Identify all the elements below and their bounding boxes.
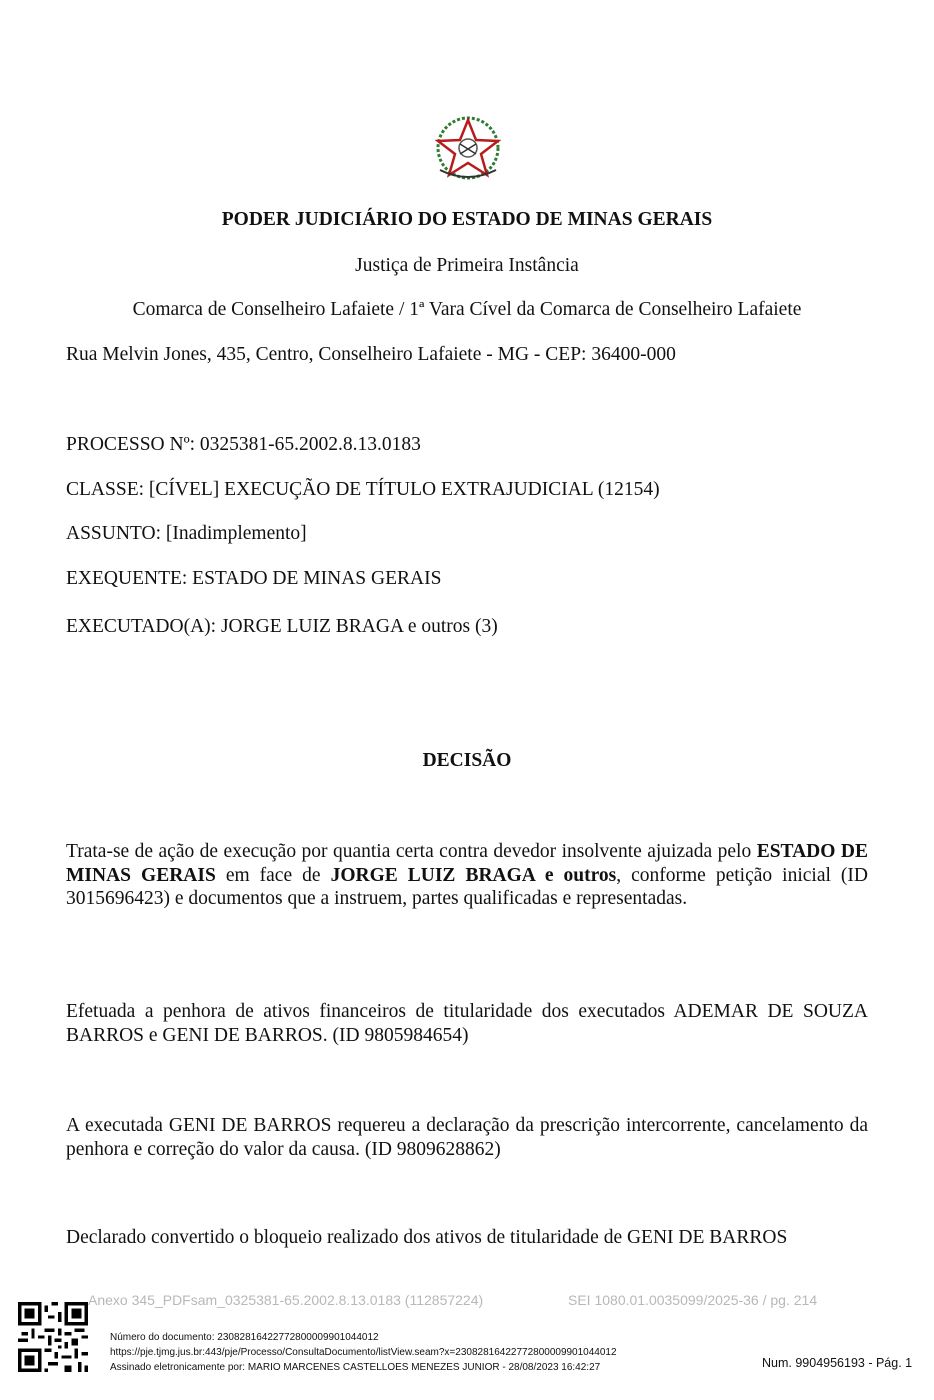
document-number: Número do documento: 23082816422772800009901044012 <box>110 1332 379 1343</box>
court-title: PODER JUDICIÁRIO DO ESTADO DE MINAS GERAIS <box>221 209 713 230</box>
signature-line: Assinado eletronicamente por: MARIO MARCENES CASTELLOES MENEZES JUNIOR - 28/08/2023 16:42:27 <box>110 1362 601 1373</box>
p1-text-c: em face de <box>215 864 331 886</box>
case-subject: ASSUNTO: [Inadimplemento] <box>66 523 307 544</box>
page-number: Num. 9904956193 - Pág. 1 <box>762 1356 913 1370</box>
comarca-label: Comarca de Conselheiro Lafaiete / 1ª Vara Cível da Comarca de Conselheiro Lafaiete <box>132 299 802 320</box>
processo-number: PROCESSO Nº: 0325381-65.2002.8.13.0183 <box>66 434 421 455</box>
p1-text-a: Trata-se de ação de execução por quantia certa contra devedor insolvente ajuizada pelo <box>66 841 757 862</box>
plaintiff: EXEQUENTE: ESTADO DE MINAS GERAIS <box>66 568 442 589</box>
paragraph-3 <box>66 1114 868 1161</box>
case-class: CLASSE: [CÍVEL] EXECUÇÃO DE TÍTULO EXTRAJUDICIAL (12154) <box>66 479 660 500</box>
p1-defendant-bold: JORGE LUIZ BRAGA e outros <box>330 864 617 886</box>
qr-code-icon <box>18 1302 88 1372</box>
paragraph-4 <box>66 1226 868 1250</box>
p1-text-e: , conforme petição inicial (ID 3015696423) e documentos que a instruem, partes qualificadas e representadas. <box>66 864 868 909</box>
court-address: Rua Melvin Jones, 435, Centro, Conselheiro Lafaiete - MG - CEP: 36400-000 <box>66 344 676 365</box>
p3-text: A executada GENI DE BARROS requereu a declaração da prescrição intercorrente, cancelamento da penhora e correção do valor da causa. (ID 9809628862) <box>66 1115 868 1160</box>
paragraph-1 <box>66 840 868 911</box>
coat-of-arms-icon <box>426 114 510 182</box>
defendant: EXECUTADO(A): JORGE LUIZ BRAGA e outros (3) <box>66 616 498 637</box>
paragraph-2 <box>66 1000 868 1047</box>
instance-label: Justiça de Primeira Instância <box>355 255 579 276</box>
p1-plaintiff-bold: ESTADO DE MINAS GERAIS <box>66 841 868 886</box>
p4-text: Declarado convertido o bloqueio realizado dos ativos de titularidade de GENI DE BARROS <box>66 1227 788 1248</box>
annex-label: Anexo 345_PDFsam_0325381-65.2002.8.13.0183 (112857224) <box>88 1292 484 1308</box>
sei-label: SEI 1080.01.0035099/2025-36 / pg. 214 <box>568 1292 818 1308</box>
decision-title: DECISÃO <box>422 750 512 771</box>
p2-text: Efetuada a penhora de ativos financeiros de titularidade dos executados ADEMAR DE SOUZA BARROS e GENI DE BARROS. (ID 9805984654) <box>66 1001 868 1046</box>
document-url[interactable]: https://pje.tjmg.jus.br:443/pje/Processo/ConsultaDocumento/listView.seam?x=23082816422772800009901044012 <box>110 1347 617 1358</box>
